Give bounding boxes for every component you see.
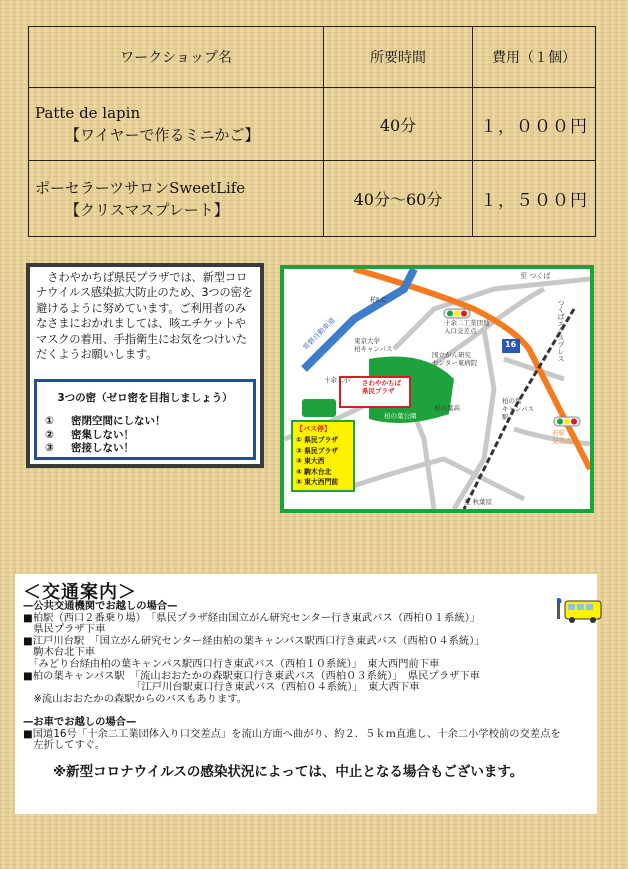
map-label-route: 16 [505, 340, 517, 349]
bus-stop-list [296, 435, 338, 488]
bus-stop-item: ② 県民プラザ [296, 446, 339, 455]
map-label-kogyo: 十余二工業団地 入口交差点 [444, 319, 490, 335]
access-line: 「みどり台経由柏の葉キャンパス駅西口行き東武バス（西柏１０系統）」 東大西門前下車 [23, 657, 440, 670]
map-label-todai: 東京大学 柏キャンパス [354, 337, 393, 353]
header-fee: 費用（１個） [473, 27, 596, 88]
header-duration: 所要時間 [324, 27, 473, 88]
item-number: ① [45, 415, 54, 427]
bus-stop-item: ① 県民プラザ [296, 436, 339, 444]
access-section-heading: —公共交通機関でお越しの場合— [23, 600, 178, 612]
map-label-wakashiba: 若柴 交差点 [552, 429, 572, 445]
access-line: ■国道16号「十余二工業団体入り口交差点」を流山方面へ曲がり、約２．５ｋｍ直進し、十余二小学校前の交差点を [23, 727, 561, 740]
access-lines [23, 601, 561, 752]
duration-cell: 40分～60分 [324, 161, 473, 237]
workshop-name: Patte de lapin [35, 104, 141, 122]
item-text: 密閉空間にしない！ [71, 415, 166, 427]
item-number: ③ [45, 442, 54, 454]
access-section-heading: —お車でお越しの場合— [23, 715, 137, 728]
header-workshop-name: ワークショップ名 [29, 27, 324, 88]
workshop-table [28, 26, 596, 237]
bus-stop-item: ⑤ 東大西門前 [296, 478, 339, 486]
traffic-light-icon [444, 309, 470, 318]
three-cs-item [45, 429, 245, 443]
map-label-plaza: さわやかちば 県民プラザ [362, 379, 401, 395]
workshop-name-cell [29, 88, 324, 161]
map-label-kashiwanoha-hs: 柏の葉高 [434, 404, 460, 412]
traffic-light-icon [554, 417, 580, 426]
table-header-row [29, 27, 596, 88]
access-map [280, 265, 594, 513]
fee-cell: １，５００円 [473, 161, 596, 237]
bus-stop-item: ④ 駒木台北 [296, 467, 332, 476]
map-label-tsukuba-express: つくばエクスプレス [557, 299, 565, 362]
workshop-name-cell [29, 161, 324, 237]
map-label-park: 柏の葉公園 [384, 412, 417, 420]
three-cs-box [34, 379, 256, 460]
bus-icon [302, 399, 336, 417]
map-label-tsukuba: 至 つくば [520, 272, 551, 280]
access-line: ■江戸川台駅 「国立がん研究センター経由柏の葉キャンパス駅西口行き東武バス（西柏０４系統）」 [23, 634, 485, 647]
access-line: 「江戸川台駅東口行き東武バス（西柏０４系統）」 東大西下車 [23, 681, 420, 694]
access-line: 駒木台北下車 [23, 646, 96, 659]
three-cs-item [45, 415, 245, 429]
access-line: ■柏駅（西口２番乗り場） 「県民プラザ経由国立がん研究センター行き東武バス（西柏０１系統）」 [23, 611, 481, 624]
access-line: ■柏の葉キャンパス駅 「流山おおたかの森駅東口行き東武バス（西柏０３系統）」 県民プラザ下車 [23, 669, 480, 682]
cancellation-warning: ※新型コロナウイルスの感染状況によっては、中止となる場合もございます。 [53, 764, 524, 780]
bus-icon [557, 597, 603, 623]
table-row [29, 88, 596, 161]
fee-cell: １，０００円 [473, 88, 596, 161]
map-label-akihabara: 至 秋葉原 [464, 498, 493, 506]
table-row [29, 161, 596, 237]
map-label-station: 柏の葉 キャンパス 駅 [502, 397, 535, 421]
map-label-jyuyoni-sho: 十余二小 [324, 376, 350, 384]
infection-notice-box [26, 263, 264, 468]
access-line: ※流山おおたかの森駅からのバスもあります。 [23, 692, 248, 705]
access-title: ＜交通案内＞ [23, 582, 137, 603]
workshop-name: ポーセラーツサロンSweetLife [35, 178, 246, 197]
bus-stop-item: ③ 東大西 [296, 457, 325, 465]
item-number: ② [45, 428, 54, 441]
duration-cell: 40分 [324, 88, 473, 161]
workshop-subtitle: 【ワイヤーで作るミニかご】 [65, 126, 260, 144]
access-line: 県民プラザ下車 [23, 623, 106, 636]
map-label-gan-center: 国立がん研究 センター東病院 [432, 351, 478, 367]
notice-text: さわやかちば県民プラザでは、新型コロナウイルス感染拡大防止のため、3つの密を避けるように努めています。ご利用者のみなさまにおかれましては、咳エチケットやマスクの着用、手指衛生にお気をつけいただくようお願いします。 [36, 271, 253, 362]
map-label-kashiwa-ic: 柏I.C [370, 296, 387, 304]
access-info-box [15, 574, 597, 814]
workshop-subtitle: 【クリスマスプレート】 [65, 200, 229, 219]
access-line: 左折してすぐ。 [23, 739, 106, 752]
three-cs-title: 3つの密（ゼロ密を目指しましょう） [57, 392, 233, 404]
bus-stop-title: 【バス停】 [296, 425, 331, 433]
map-label-joban: 常磐自動車道 [301, 316, 337, 352]
item-text: 密接しない！ [71, 442, 134, 454]
three-cs-item [45, 442, 245, 456]
item-text: 密集しない！ [71, 428, 134, 441]
